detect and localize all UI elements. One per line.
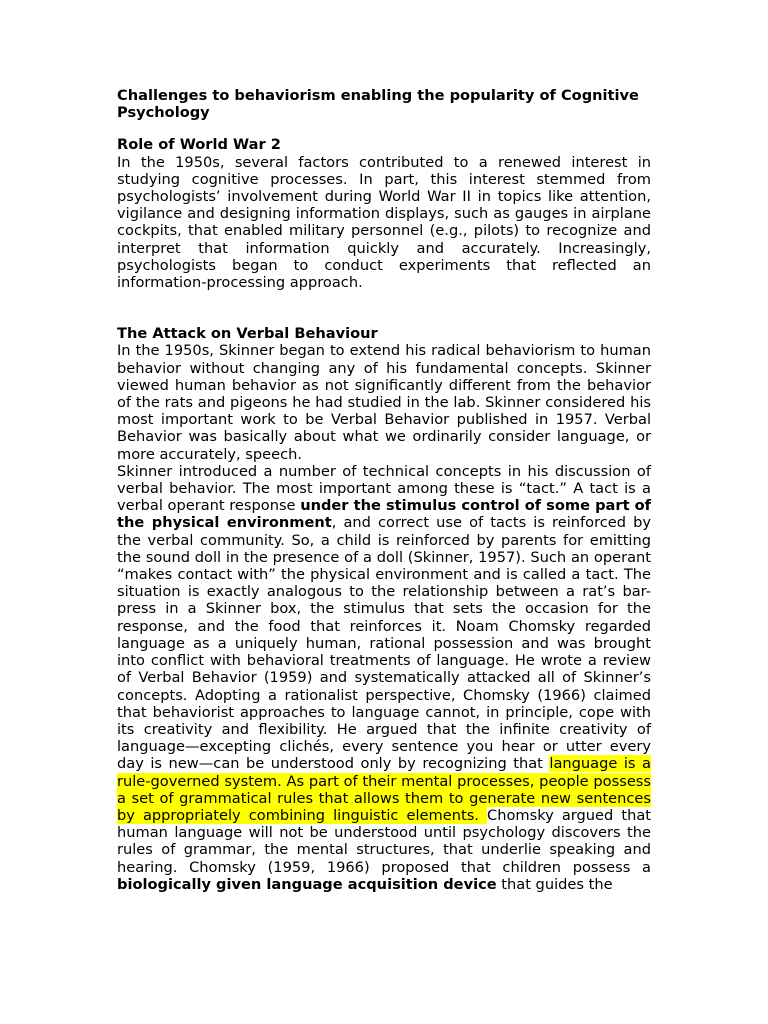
paragraph-world-war: In the 1950s, several factors contributed to a renewed interest in studying cognitive processes. In part, this interest stemmed from psychologists’ involvement during World War II in topics like attention, vigilance and designing information displays, such as gauges in airplane cockpits, that enabled military personnel (e.g., pilots) to recognize and interpret that information quickly and accurately. Increasingly, psychologists began to conduct experiments that reflected an information-processing approach. <box>117 153 651 292</box>
highlighted-passage: language is a rule-governed system. As part of their mental processes, people possess a set of grammatical rules that allows them to generate new sentences by appropriately combining linguistic elements. <box>117 755 651 824</box>
text-run: , and correct use of tacts is reinforced by the verbal community. So, a child is reinforced by parents for emitting the sound doll in the presence of a doll (Skinner, 1957). Such an operant “makes contact with” the physical environment and is called a tact. The situation is exactly analogous to the relationship between a rat’s bar-press in a Skinner box, the stimulus that sets the occasion for the response, and the food that reinforces it. Noam Chomsky regarded language as a uniquely human, rational possession and was brought into conflict with behavioral treatments of language. He wrote a review of Verbal Behavior (1959) and systematically attacked all of Skinner’s concepts. Adopting a rationalist perspective, Chomsky (1966) claimed that behaviorist approaches to language cannot, in principle, cope with its creativity and flexibility. He argued that the infinite creativity of language—excepting clichés, every sentence you hear or utter every day is new—can be understood only by recognizing that <box>117 514 651 773</box>
paragraph-tact-and-chomsky <box>117 463 651 893</box>
section-spacer <box>117 291 651 325</box>
bold-phrase-acquisition-device: biologically given language acquisition device <box>117 875 497 893</box>
section-heading-verbal-behaviour: The Attack on Verbal Behaviour <box>117 325 378 343</box>
paragraph-skinner-radical-behaviorism: In the 1950s, Skinner began to extend his radical behaviorism to human behavior without changing any of his fundamental concepts. Skinner viewed human behavior as not significantly different from the behavior of the rats and pigeons he had studied in the lab. Skinner considered his most important work to be Verbal Behavior published in 1957. Verbal Behavior was basically about what we ordinarily consider language, or more accurately, speech. <box>117 342 651 463</box>
text-run: that guides the <box>496 875 613 893</box>
bold-phrase-stimulus-control: under the stimulus control of some part of the physical environment <box>117 497 652 532</box>
document-body <box>117 87 651 893</box>
text-run: Chomsky argued that human language will not be understood until psychology discovers the rules of grammar, the mental structures, that underlie speaking and hearing. Chomsky (1959, 1966) proposed that children possess a <box>117 806 651 876</box>
text-run: Skinner introduced a number of technical concepts in his discussion of verbal behavior. The most important among these is “tact.” A tact is a verbal operant response <box>117 462 651 515</box>
document-title: Challenges to behaviorism enabling the popularity of Cognitive Psychology <box>117 87 639 122</box>
section-heading-world-war: Role of World War 2 <box>117 136 281 154</box>
